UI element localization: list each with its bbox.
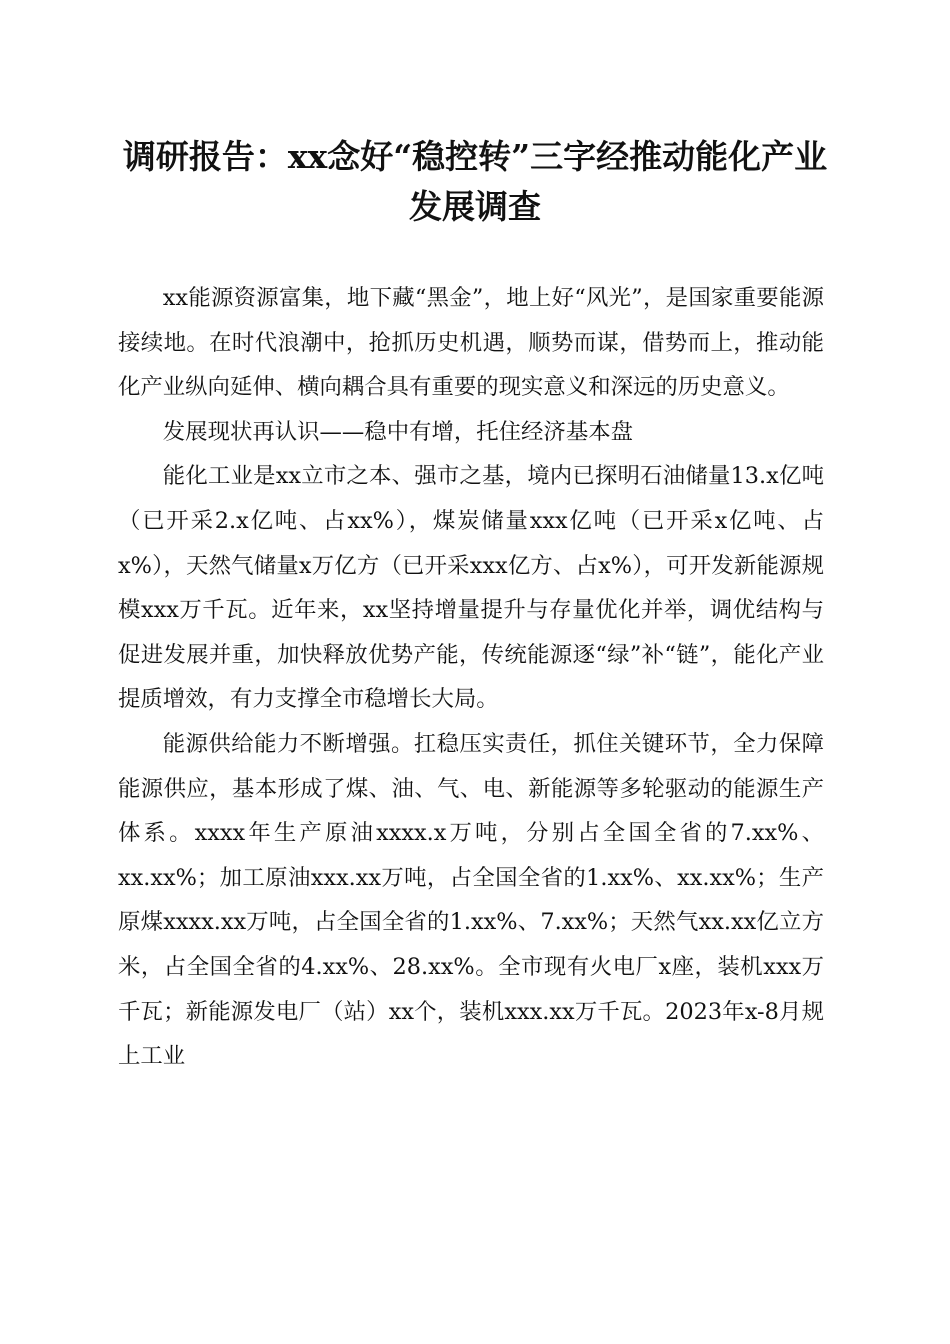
document-title: 调研报告：xx念好“稳控转”三字经推动能化产业发展调查 bbox=[122, 137, 828, 226]
paragraph-supply: 能源供给能力不断增强。扛稳压实责任，抓住关键环节，全力保障能源供应，基本形成了煤、油、气、电、新能源等多轮驱动的能源生产体系。xxxx年生产原油xxxx.x万吨，分别占全国全省的7.xx%、xx.xx%；加工原油xxx.xx万吨，占全国全省的1.xx%、xx.xx%；生产原煤xxxx.xx万吨，占全国全省的1.xx%、7.xx%；天然气xx.xx亿立方米，占全国全省的4.xx%、28.xx%。全市现有火电厂x座，装机xxx万千瓦；新能源发电厂（站）xx个，装机xxx.xx万千瓦。2023年x-8月规上工业 bbox=[118, 730, 824, 1070]
paragraph-industry: 能化工业是xx立市之本、强市之基，境内已探明石油储量13.x亿吨（已开采2.x亿吨、占xx%），煤炭储量xxx亿吨（已开采x亿吨、占x%），天然气储量x万亿方（已开采xxx亿方、占x%），可开发新能源规模xxx万千瓦。近年来，xx坚持增量提升与存量优化并举，调优结构与促进发展并重，加快释放优势产能，传统能源逐“绿”补“链”，能化产业提质增效，有力支撑全市稳增长大局。 bbox=[118, 463, 824, 713]
document-body bbox=[118, 276, 824, 1079]
section-heading: 发展现状再认识——稳中有增，托住经济基本盘 bbox=[162, 418, 633, 445]
paragraph-intro: xx能源资源富集，地下藏“黑金”，地上好“风光”，是国家重要能源接续地。在时代浪潮中，抢抓历史机遇，顺势而谋，借势而上，推动能化产业纵向延伸、横向耦合具有重要的现实意义和深远的历史意义。 bbox=[118, 285, 824, 401]
